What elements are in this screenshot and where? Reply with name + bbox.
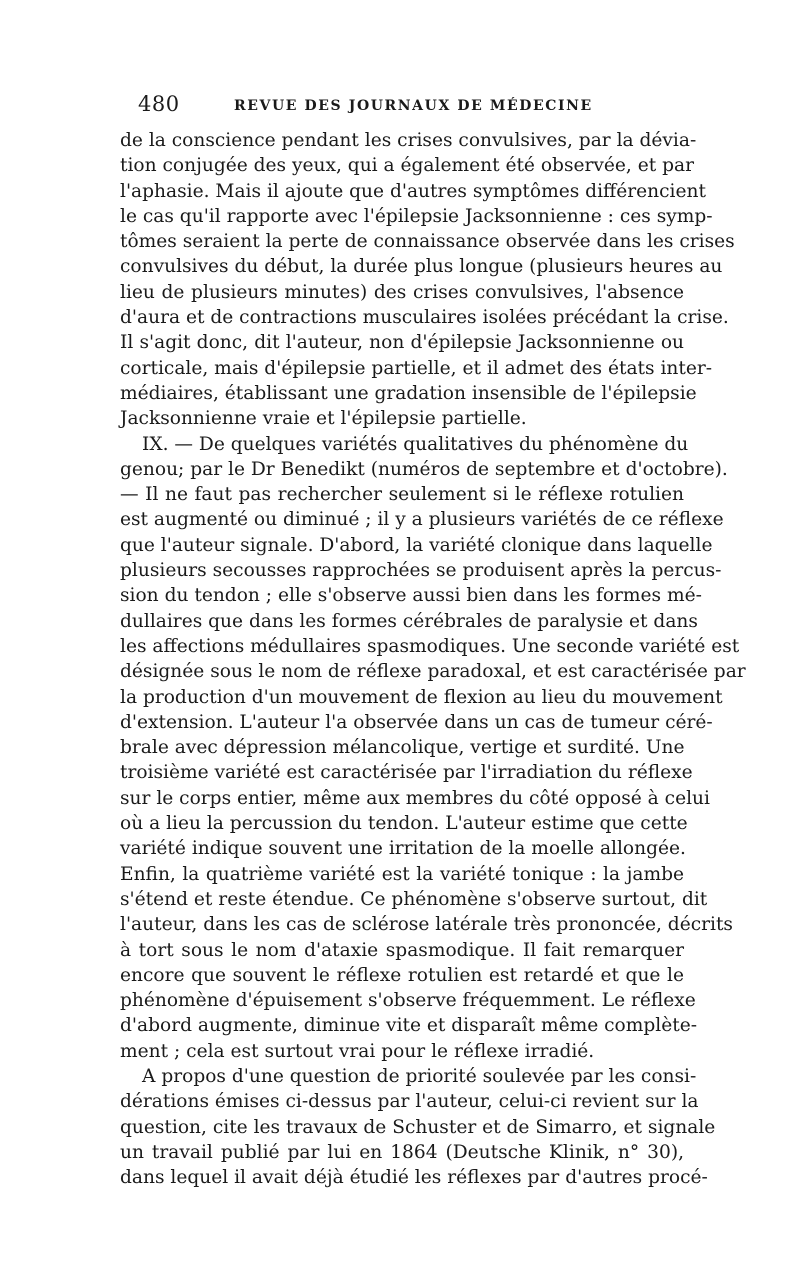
text-line: désignée sous le nom de réflexe paradoxal, et est caractérisée par xyxy=(120,661,746,683)
text-line: que l'auteur signale. D'abord, la variété clonique dans laquelle xyxy=(120,534,713,556)
text-line: Jacksonnienne vraie et l'épilepsie partielle. xyxy=(120,408,527,430)
text-line: s'étend et reste étendue. Ce phénomène s'observe surtout, dit xyxy=(120,888,708,910)
text-line: tion conjugée des yeux, qui a également été observée, et par xyxy=(120,155,694,177)
text-line: l'aphasie. Mais il ajoute que d'autres symptômes différencient xyxy=(120,180,706,202)
text-line: les affections médullaires spasmodiques. Une seconde variété est xyxy=(120,635,740,657)
text-line: sion du tendon ; elle s'observe aussi bien dans les formes mé- xyxy=(120,585,702,607)
text-line: corticale, mais d'épilepsie partielle, et il admet des états inter- xyxy=(120,357,713,379)
text-line: brale avec dépression mélancolique, vertige et surdité. Une xyxy=(120,737,685,759)
text-line: Enfin, la quatrième variété est la variété tonique : la jambe xyxy=(120,863,684,885)
text-line: plusieurs secousses rapprochées se produisent après la percus- xyxy=(120,560,722,582)
text-line: dans lequel il avait déjà étudié les réflexes par d'autres procé- xyxy=(120,1167,708,1189)
page-number: 480 xyxy=(138,92,180,116)
paragraph-start-line: A propos d'une question de priorité soulevée par les consi- xyxy=(142,1065,697,1087)
text-line: troisième variété est caractérisée par l'irradiation du réflexe xyxy=(120,762,693,784)
text-line: d'abord augmente, diminue vite et disparaît même complète- xyxy=(120,1015,697,1037)
text-line: phénomène d'épuisement s'observe fréquemment. Le réflexe xyxy=(120,990,696,1012)
text-line: d'aura et de contractions musculaires isolées précédant la crise. xyxy=(120,307,729,329)
text-line: lieu de plusieurs minutes) des crises convulsives, l'absence xyxy=(120,281,684,303)
text-line: Il s'agit donc, dit l'auteur, non d'épilepsie Jacksonnienne ou xyxy=(120,332,684,354)
text-line: de la conscience pendant les crises convulsives, par la dévia- xyxy=(120,130,697,151)
text-line: question, cite les travaux de Schuster et de Simarro, et signale xyxy=(120,1116,716,1138)
text-line: un travail publié par lui en 1864 (Deutsche Klinik, n° 30), xyxy=(120,1141,684,1163)
text-line: sur le corps entier, même aux membres du côté opposé à celui xyxy=(120,787,710,809)
body-text xyxy=(120,128,746,1190)
section-heading-line: IX. — De quelques variétés qualitatives du phénomène du xyxy=(142,433,689,455)
text-line: où a lieu la percussion du tendon. L'auteur estime que cette xyxy=(120,813,688,835)
text-line: tômes seraient la perte de connaissance observée dans les crises xyxy=(120,231,735,253)
text-line: médiaires, établissant une gradation insensible de l'épilepsie xyxy=(120,382,697,404)
text-line: l'auteur, dans les cas de sclérose latérale très prononcée, décrits xyxy=(120,914,733,936)
text-line: ment ; cela est surtout vrai pour le réflexe irradié. xyxy=(120,1040,595,1062)
running-title: REVUE DES JOURNAUX DE MÉDECINE xyxy=(234,98,593,114)
text-line: — Il ne faut pas rechercher seulement si le réflexe rotulien xyxy=(120,484,684,506)
text-line: est augmenté ou diminué ; il y a plusieurs variétés de ce réflexe xyxy=(120,509,724,531)
text-line: dérations émises ci-dessus par l'auteur, celui-ci revient sur la xyxy=(120,1091,699,1113)
text-line: convulsives du début, la durée plus longue (plusieurs heures au xyxy=(120,256,723,278)
text-line: dullaires que dans les formes cérébrales de paralysie et dans xyxy=(120,610,698,632)
text-line: d'extension. L'auteur l'a observée dans un cas de tumeur céré- xyxy=(120,711,713,733)
text-line: variété indique souvent une irritation de la moelle allongée. xyxy=(120,838,686,860)
text-line: genou; par le Dr Benedikt (numéros de septembre et d'octobre). xyxy=(120,458,728,480)
text-line: le cas qu'il rapporte avec l'épilepsie Jacksonnienne : ces symp- xyxy=(120,205,713,227)
page-header xyxy=(138,92,678,122)
text-line: encore que souvent le réflexe rotulien est retardé et que le xyxy=(120,964,684,986)
text-line: la production d'un mouvement de flexion au lieu du mouvement xyxy=(120,686,723,708)
text-line: à tort sous le nom d'ataxie spasmodique. Il fait remarquer xyxy=(120,939,684,961)
